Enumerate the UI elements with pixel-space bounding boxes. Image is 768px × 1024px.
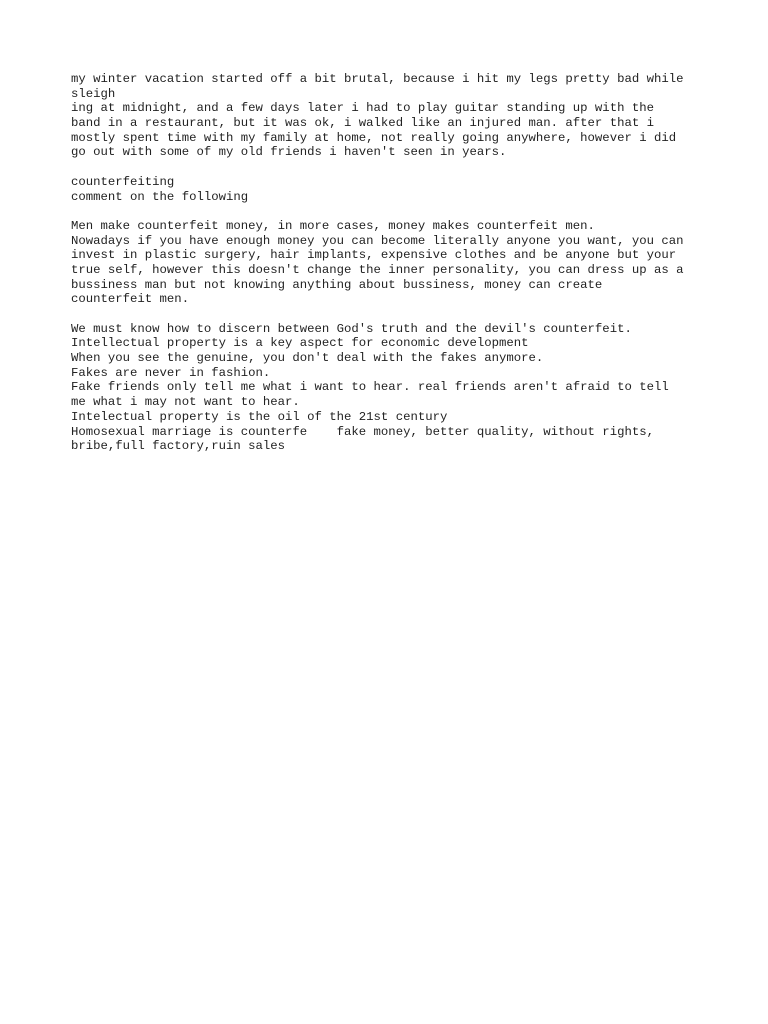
paragraph-spacer [71,307,711,322]
text-line: bribe,full factory,ruin sales [71,439,286,454]
text-line: counterfeiting [71,174,175,189]
text-line: counterfeit men. [71,292,190,307]
text-line: Men make counterfeit money, in more cases, money makes counterfeit men. [71,218,595,233]
text-line: me what i may not want to hear. [71,395,300,410]
text-line: go out with some of my old friends i haven't seen in years. [71,145,507,160]
paragraph-counterfeit-men [71,219,711,307]
paragraph-topic-heading [71,175,711,204]
text-line: Fake friends only tell me what i want to hear. real friends aren't afraid to tell [71,380,669,395]
text-line: sleigh [71,86,116,101]
document-page [71,72,711,454]
text-line: band in a restaurant, but it was ok, i walked like an injured man. after that i [71,116,654,131]
text-line: my winter vacation started off a bit brutal, because i hit my legs pretty bad while [71,72,684,86]
text-line: comment on the following [71,189,249,204]
paragraph-quotes [71,322,711,454]
text-line: Fakes are never in fashion. [71,365,271,380]
paragraph-winter-vacation [71,72,711,160]
text-line: invest in plastic surgery, hair implants, expensive clothes and be anyone but your [71,248,677,263]
text-line: ing at midnight, and a few days later i had to play guitar standing up with the [71,101,654,116]
text-line: Nowadays if you have enough money you can become literally anyone you want, you can [71,233,684,248]
paragraph-spacer [71,204,711,219]
text-line: When you see the genuine, you don't deal with the fakes anymore. [71,351,544,366]
text-line: Intellectual property is a key aspect for economic development [71,336,529,351]
text-line: true self, however this doesn't change the inner personality, you can dress up as a [71,262,684,277]
text-line: bussiness man but not knowing anything about bussiness, money can create [71,277,603,292]
text-line: Intelectual property is the oil of the 21st century [71,409,448,424]
paragraph-spacer [71,160,711,175]
text-line: Homosexual marriage is counterfe fake money, better quality, without rights, [71,424,654,439]
text-line: We must know how to discern between God's truth and the devil's counterfeit. [71,321,632,336]
text-line: mostly spent time with my family at home, not really going anywhere, however i did [71,130,677,145]
